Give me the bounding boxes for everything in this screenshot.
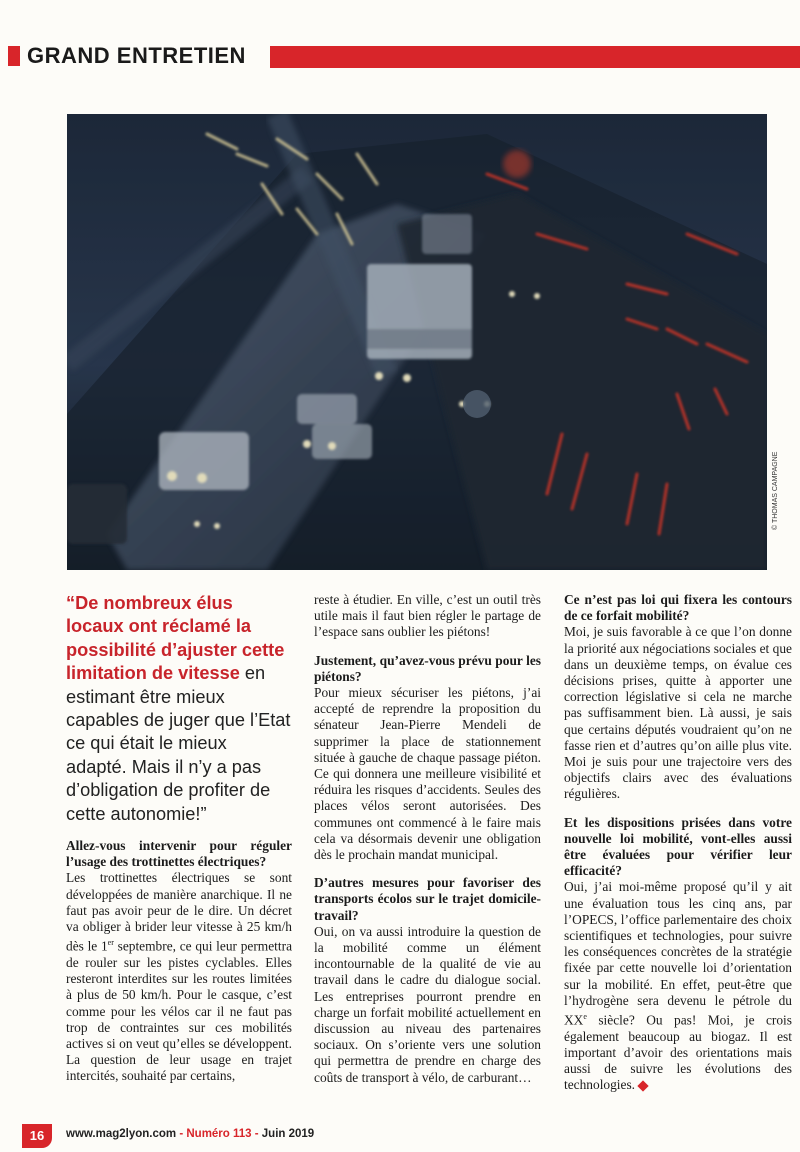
page-footer — [22, 1124, 422, 1150]
footer-issue: - Numéro 113 - — [176, 1128, 262, 1140]
section-title: GRAND ENTRETIEN — [27, 43, 246, 68]
pull-quote-bold: “De nombreux élus locaux ont réclamé la possibilité d’ajuster cette limitation de vitesse — [66, 593, 285, 684]
highway-night-photo — [67, 114, 767, 570]
answer-evaluation: Oui, j’ai moi-même proposé qu’il y ait une évaluation tous les cinq ans, par l’OPECS, l’office parlementaire des choix scientifiques et technologies, pour suivre les conséquences concrètes de la stratégie fixée par cette nouvelle loi d’orientation sur la mobilité. En effet, peut-être que l’hydrogène sera devenu le pétrole du XXe siècle? Ou pas! Moi, je crois également beaucoup au biogaz. Il est important d’avoir des orientations mais aussi de suivre les évolutions des technologies. — [564, 879, 792, 1093]
question-pietons: Justement, qu’avez-vous prévu pour les piétons? — [314, 652, 541, 684]
answer-trottinettes: Les trottinettes électriques se sont développées de manière anarchique. Il ne faut pas avoir peur de le dire. Un décret va obliger à brider leur vitesse à 25 km/h dès le 1er septembre, ce qui leur permettra de rouler sur les pistes cyclables. Elles resteront interdites sur les routes limitées à plus de 50 km/h. Pour le casque, c’est comme pour les vélos car il ne faut pas trop de contraintes sur ces mobilités actives si on veut qu’elles se développent. La question de leur usage en trajet intercités, souhaité par certains, — [66, 870, 293, 1084]
end-of-article-icon — [637, 1081, 648, 1092]
pull-quote — [66, 592, 292, 826]
question-trottinettes: Allez-vous intervenir pour réguler l’usage des trottinettes électriques? — [66, 838, 292, 870]
answer-pietons: Pour mieux sécuriser les piétons, j’ai accepté de reprendre la proposition du sénateur Jean-Pierre Mendeli de supprimer la place de stationnement située à gauche de chaque passage piéton. Ce qui donnera une meilleure visibilité et réduira les risques d’accidents. Seules des places vélos seront autorisées. Des communes ont commencé à le faire mais cela va désormais devenir une obligation dès le prochain mandat municipal. — [314, 685, 541, 863]
column-3 — [564, 592, 792, 1094]
question-domicile-travail: D’autres mesures pour favoriser des transports écolos sur le trajet domicile-travail? — [314, 875, 541, 923]
section-header — [0, 42, 800, 70]
page-number: 16 — [22, 1124, 52, 1148]
footer-website[interactable]: www.mag2lyon.com — [66, 1128, 177, 1140]
answer-trottinettes-continued: reste à étudier. En ville, c’est un outil très utile mais il faut bien régler le partage de l’espace sans oublier les piétons! — [314, 592, 541, 640]
footer-date: Juin 2019 — [261, 1128, 315, 1140]
photo-credit: © THOMAS CAMPAGNE — [772, 451, 779, 530]
column-2 — [314, 592, 541, 1086]
question-evaluation: Et les dispositions prisées dans votre nouvelle loi mobilité, vont-elles aussi être évaluées pour vérifier leur efficacité? — [564, 814, 792, 879]
column-1 — [66, 592, 292, 1085]
answer-forfait-mobilite: Moi, je suis favorable à ce que l’on donne la priorité aux négociations sociales et que dans un deuxième temps, on évalue ces décisions prises, quitte à apporter une correction législative si cela ne marche pas suffisamment bien. Là aussi, je sais que certains députés voudraient qu’on ne fasse rien et d’autres qu’on aille plus vite. Moi je suis pour une trajectoire vers des objectifs clairs avec des évaluations régulières. — [564, 624, 792, 802]
question-forfait-mobilite: Ce n’est pas loi qui fixera les contours de ce forfait mobilité? — [564, 592, 792, 624]
pull-quote-regular: en estimant être mieux capables de juger que l’Etat ce qui était le mieux adapté. Mais il n’y a pas d’obligation de profiter de cette autonomie!” — [66, 663, 291, 824]
footer-text — [66, 1128, 314, 1140]
header-red-bar — [270, 46, 800, 68]
header-red-square — [8, 46, 20, 66]
answer-domicile-travail: Oui, on va aussi introduire la question de la mobilité comme un élément incontournable de la qualité de vie au travail dans le cadre du dialogue social. Les entreprises pourront prendre en charge un forfait mobilité actuellement en discussion au niveau des partenaires sociaux. On s’oriente vers une solution qui permettra de prendre en charge des coûts de transport à vélo, de carburant… — [314, 923, 541, 1085]
